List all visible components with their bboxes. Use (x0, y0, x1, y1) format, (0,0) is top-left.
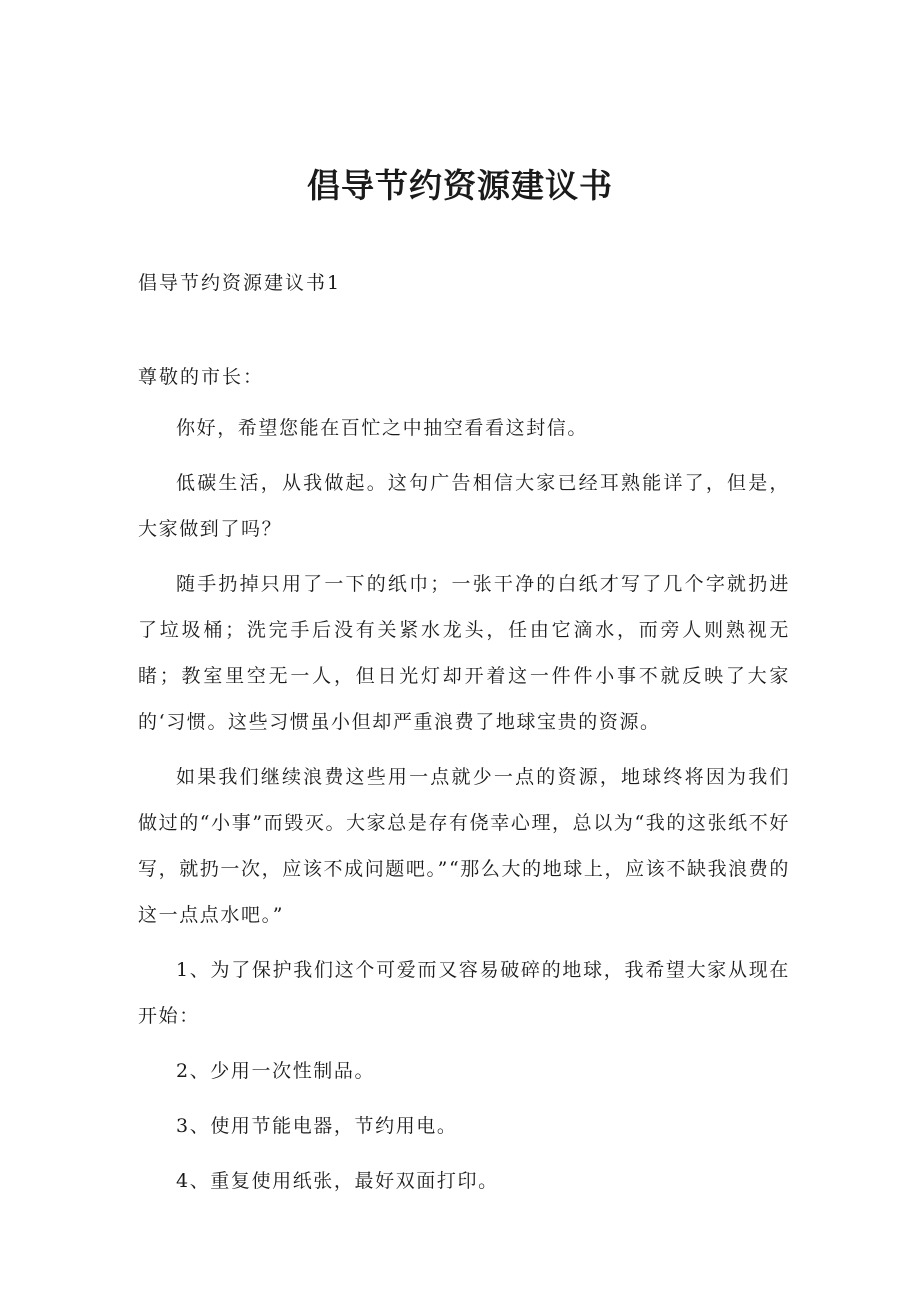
list-item-1: 1、为了保护我们这个可爱而又容易破碎的地球，我希望大家从现在开始： (138, 959, 790, 1027)
document-subtitle: 倡导节约资源建议书1 (138, 272, 342, 294)
paragraph-low-carbon: 低碳生活，从我做起。这句广告相信大家已经耳熟能详了，但是，大家做到了吗？ (138, 472, 790, 540)
list-item-4: 4、重复使用纸张，最好双面打印。 (176, 1170, 499, 1192)
letter-body (138, 405, 790, 1213)
list-item-2: 2、少用一次性制品。 (176, 1060, 376, 1082)
document-title: 倡导节约资源建议书 (307, 166, 613, 205)
list-item-3: 3、使用节能电器，节约用电。 (176, 1115, 458, 1137)
paragraph-greeting: 你好，希望您能在百忙之中抽空看看这封信。 (176, 417, 589, 439)
paragraph-habits: 随手扔掉只用了一下的纸巾；一张干净的白纸才写了几个字就扔进了垃圾桶；洗完手后没有关紧水龙头，任由它滴水，而旁人则熟视无睹；教室里空无一人，但日光灯却开着这一件件小事不就反映了大家的‘习惯。这些习惯虽小但却严重浪费了地球宝贵的资源。 (138, 573, 790, 733)
paragraph-consequences: 如果我们继续浪费这些用一点就少一点的资源，地球终将因为我们做过的“小事”而毁灭。大家总是存有侥幸心理，总以为“我的这张纸不好写，就扔一次，应该不成问题吧。”“那么大的地球上，应该不缺我浪费的这一点点水吧。” (138, 766, 790, 926)
salutation: 尊敬的市长： (138, 366, 265, 388)
